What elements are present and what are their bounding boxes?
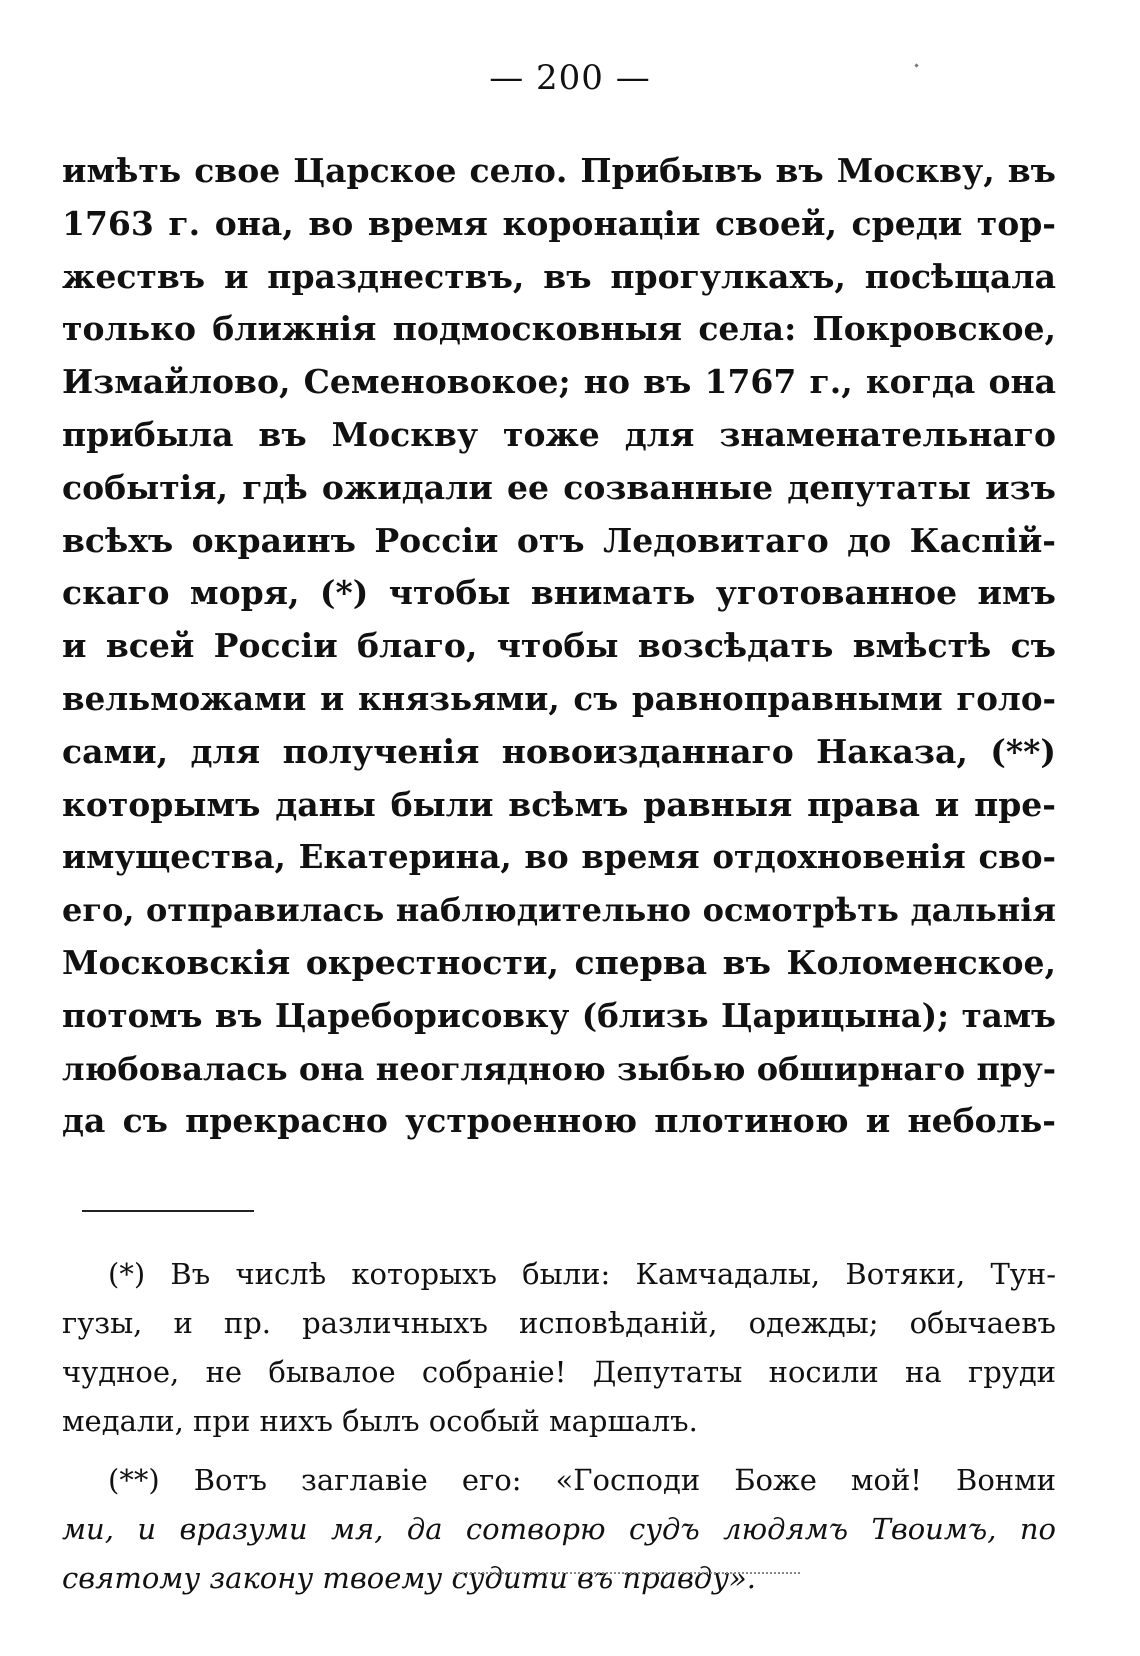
page-number: — 200 —: [489, 58, 651, 98]
body-line: жествъ и празднествъ, въ прогулкахъ, посѣщала: [62, 256, 1056, 296]
body-line: имущества, Екатерина, во время отдохновенія сво-: [62, 837, 1056, 877]
body-line: имѣть свое Царское село. Прибывъ въ Москву, въ: [62, 151, 1056, 190]
body-line: любовалась она неоглядною зыбью обширнаго пру-: [62, 1049, 1056, 1088]
body-line: всѣхъ окраинъ Россіи отъ Ледовитаго до Каспій-: [62, 520, 1056, 560]
bottom-print-marks: [455, 1572, 800, 1574]
body-line: вельможами и князьями, съ равноправными голо-: [62, 678, 1056, 718]
main-text: [62, 145, 1056, 1148]
body-line: да съ прекрасно устроенною плотиною и неболь-: [62, 1101, 1056, 1141]
body-line: прибыла въ Москву тоже для знаменательнаго: [62, 414, 1056, 454]
body-line: его, отправилась наблюдительно осмотрѣть дальнія: [62, 891, 1056, 930]
body-line: Московскія окрестности, сперва въ Коломенское,: [62, 942, 1056, 982]
footnote-1-line: гузы, и пр. различныхъ исповѣданій, одежды; обычаевъ: [62, 1306, 1056, 1340]
body-line: потомъ въ Цареборисовку (близь Царицына); тамъ: [62, 995, 1056, 1035]
body-line: и всей Россіи благо, чтобы возсѣдать вмѣстѣ съ: [62, 626, 1056, 666]
body-line: событія, гдѣ ожидали ее созванные депутаты изъ: [62, 467, 1056, 507]
body-line: сами, для полученія новоизданнаго Наказа, (**): [62, 731, 1056, 771]
footnote-1-line: медали, при нихъ былъ особый маршалъ.: [62, 1404, 698, 1438]
body-line: Измайлово, Семеновокое; но въ 1767 г., когда она: [62, 362, 1056, 402]
footnote-2-line: ми, и вразуми мя, да сотворю судъ людямъ Твоимъ, по: [62, 1512, 1056, 1546]
body-line: скаго моря, (*) чтобы внимать уготованное имъ: [62, 573, 1056, 613]
body-line: которымъ даны были всѣмъ равныя права и пре-: [62, 784, 1056, 824]
body-line: только ближнія подмосковныя села: Покровское,: [62, 309, 1056, 349]
footnote-1-line: чудное, не бывалое собраніе! Депутаты носили на груди: [62, 1355, 1056, 1389]
footnote-separator: [82, 1210, 254, 1212]
footnote-2-line: (**) Вотъ заглавіе его: «Господи Боже мой! Вонми: [108, 1463, 1056, 1497]
footnote-2-line: святому закону твоему судити въ правду».: [62, 1561, 756, 1595]
footnotes: [62, 1250, 1056, 1603]
footnote-1-line: (*) Въ числѣ которыхъ были: Камчадалы, Вотяки, Тун-: [108, 1257, 1056, 1291]
body-line: 1763 г. она, во время коронаціи своей, среди тор-: [62, 203, 1056, 243]
footnote-gap: [62, 1446, 1056, 1456]
